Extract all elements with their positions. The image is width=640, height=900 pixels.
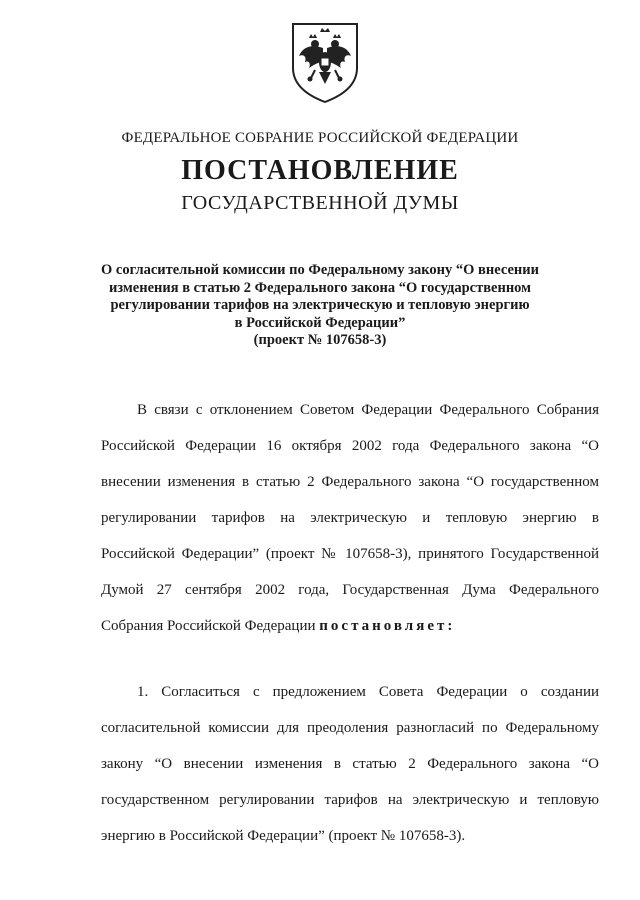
preamble-line: Собрания Российской Федерации [101, 618, 316, 634]
preamble-line: регулировании тарифов на электрическую и тепловую энергию в [101, 510, 599, 526]
item-1-line: закону “О внесении изменения в статью 2 Федерального закона “О [101, 756, 599, 772]
item-1-line: государственном регулировании тарифов на электрическую и тепловую [101, 792, 599, 808]
preamble-line: внесении изменения в статью 2 Федерального закона “О государственном [101, 474, 599, 490]
preamble-last-line [101, 616, 599, 636]
title-line: в Российской Федерации” [234, 314, 406, 331]
item-1-line: энергию в Российской Федерации” (проект № 107658-3). [101, 828, 466, 844]
title-line: (проект № 107658-3) [253, 332, 387, 348]
preamble-line: Российской Федерации 16 октября 2002 года Федерального закона “О [101, 438, 599, 454]
preamble-line: Думой 27 сентября 2002 года, Государственная Дума Федерального [101, 582, 599, 598]
decree-word: постановляет: [319, 618, 456, 634]
title-line: изменения в статью 2 Федерального закона “О государственном [108, 279, 532, 296]
document-type-heading: ПОСТАНОВЛЕНИЕ [181, 155, 459, 186]
preamble-line: В связи с отклонением Советом Федерации Федерального Собрания [137, 402, 599, 418]
item-1-line: согласительной комиссии для преодоления разногласий по Федеральному [101, 720, 599, 736]
document-title [100, 262, 540, 350]
coat-of-arms-icon [287, 20, 363, 104]
assembly-heading: ФЕДЕРАЛЬНОЕ СОБРАНИЕ РОССИЙСКОЙ ФЕДЕРАЦИИ [121, 130, 519, 146]
document-issuer-heading: ГОСУДАРСТВЕННОЙ ДУМЫ [181, 192, 459, 214]
preamble-line: Российской Федерации” (проект № 107658-3), принятого Государственной [101, 546, 599, 562]
item-1-line: 1. Согласиться с предложением Совета Федерации о создании [137, 684, 599, 700]
title-line: О согласительной комиссии по Федеральному закону “О внесении [101, 262, 539, 278]
title-line: регулировании тарифов на электрическую и тепловую энергию [110, 297, 530, 313]
